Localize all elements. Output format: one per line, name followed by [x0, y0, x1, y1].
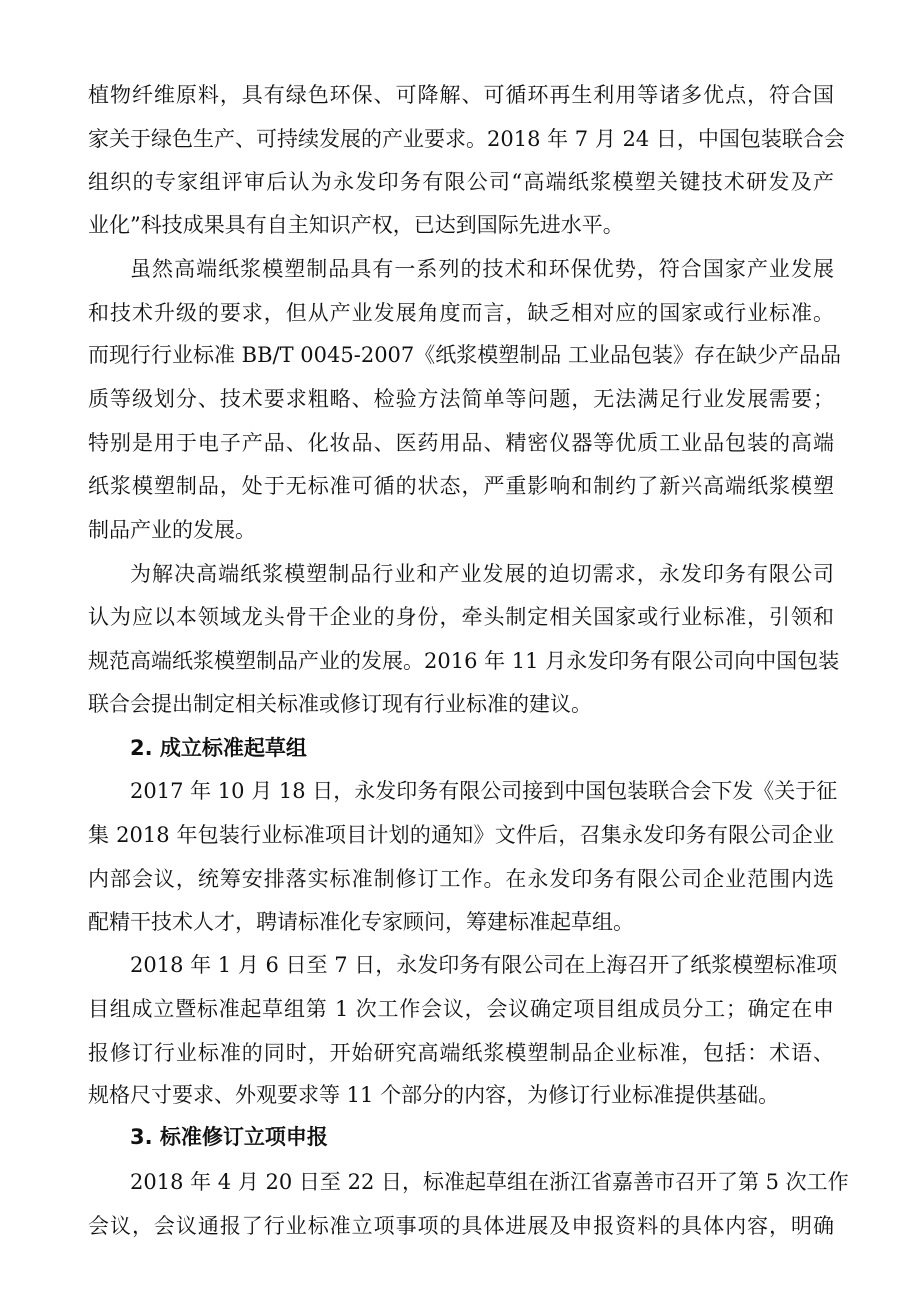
- paragraph-line: 2017 年 10 月 18 日，永发印务有限公司接到中国包装联合会下发《关于征: [130, 779, 838, 803]
- paragraph-line: 规范高端纸浆模塑制品产业的发展。2016 年 11 月永发印务有限公司向中国包装: [88, 649, 840, 673]
- paragraph-line: 目组成立暨标准起草组第 1 次工作会议，会议确定项目组成员分工；确定在申: [88, 997, 834, 1021]
- paragraph-line: 特别是用于电子产品、化妆品、医药用品、精密仪器等优质工业品包装的高端: [88, 431, 834, 455]
- paragraph-line: 而现行行业标准 BB/T 0045-2007《纸浆模塑制品 工业品包装》存在缺少产品品: [88, 343, 841, 367]
- paragraph-line: 虽然高端纸浆模塑制品具有一系列的技术和环保优势，符合国家产业发展: [130, 257, 834, 281]
- paragraph-line: 植物纤维原料，具有绿色环保、可降解、可循环再生利用等诸多优点，符合国: [88, 83, 834, 107]
- paragraph-line: 集 2018 年包装行业标准项目计划的通知》文件后，召集永发印务有限公司企业: [88, 823, 834, 847]
- paragraph-line: 质等级划分、技术要求粗略、检验方法简单等问题，无法满足行业发展需要；: [88, 387, 834, 411]
- paragraph-line: 家关于绿色生产、可持续发展的产业要求。2018 年 7 月 24 日，中国包装联合会: [88, 127, 845, 151]
- paragraph-line: 和技术升级的要求，但从产业发展角度而言，缺乏相对应的国家或行业标准。: [88, 301, 834, 325]
- paragraph-line: 联合会提出制定相关标准或修订现有行业标准的建议。: [88, 692, 592, 716]
- section-heading: 3. 标准修订立项申报: [130, 1125, 328, 1149]
- paragraph-line: 为解决高端纸浆模塑制品行业和产业发展的迫切需求，永发印务有限公司: [130, 562, 834, 586]
- section-heading: 2. 成立标准起草组: [130, 736, 307, 760]
- paragraph-line: 会议，会议通报了行业标准立项事项的具体进展及申报资料的具体内容，明确: [88, 1214, 834, 1238]
- paragraph-line: 制品产业的发展。: [88, 518, 256, 542]
- paragraph-line: 内部会议，统筹安排落实标准制修订工作。在永发印务有限公司企业范围内选: [88, 867, 834, 891]
- paragraph-line: 组织的专家组评审后认为永发印务有限公司“高端纸浆模塑关键技术研发及产: [88, 170, 834, 194]
- paragraph-line: 纸浆模塑制品，处于无标准可循的状态，严重影响和制约了新兴高端纸浆模塑: [88, 474, 834, 498]
- paragraph-line: 2018 年 1 月 6 日至 7 日，永发印务有限公司在上海召开了纸浆模塑标准项: [130, 953, 838, 977]
- paragraph-line: 业化”科技成果具有自主知识产权，已达到国际先进水平。: [88, 213, 624, 237]
- paragraph-line: 报修订行业标准的同时，开始研究高端纸浆模塑制品企业标准，包括：术语、: [88, 1041, 834, 1065]
- paragraph-line: 配精干技术人才，聘请标准化专家顾问，筹建标准起草组。: [88, 910, 634, 934]
- paragraph-line: 认为应以本领域龙头骨干企业的身份，牵头制定相关国家或行业标准，引领和: [88, 605, 834, 629]
- paragraph-line: 规格尺寸要求、外观要求等 11 个部分的内容，为修订行业标准提供基础。: [88, 1083, 780, 1107]
- paragraph-line: 2018 年 4 月 20 日至 22 日，标准起草组在浙江省嘉善市召开了第 5 次工作: [130, 1170, 849, 1194]
